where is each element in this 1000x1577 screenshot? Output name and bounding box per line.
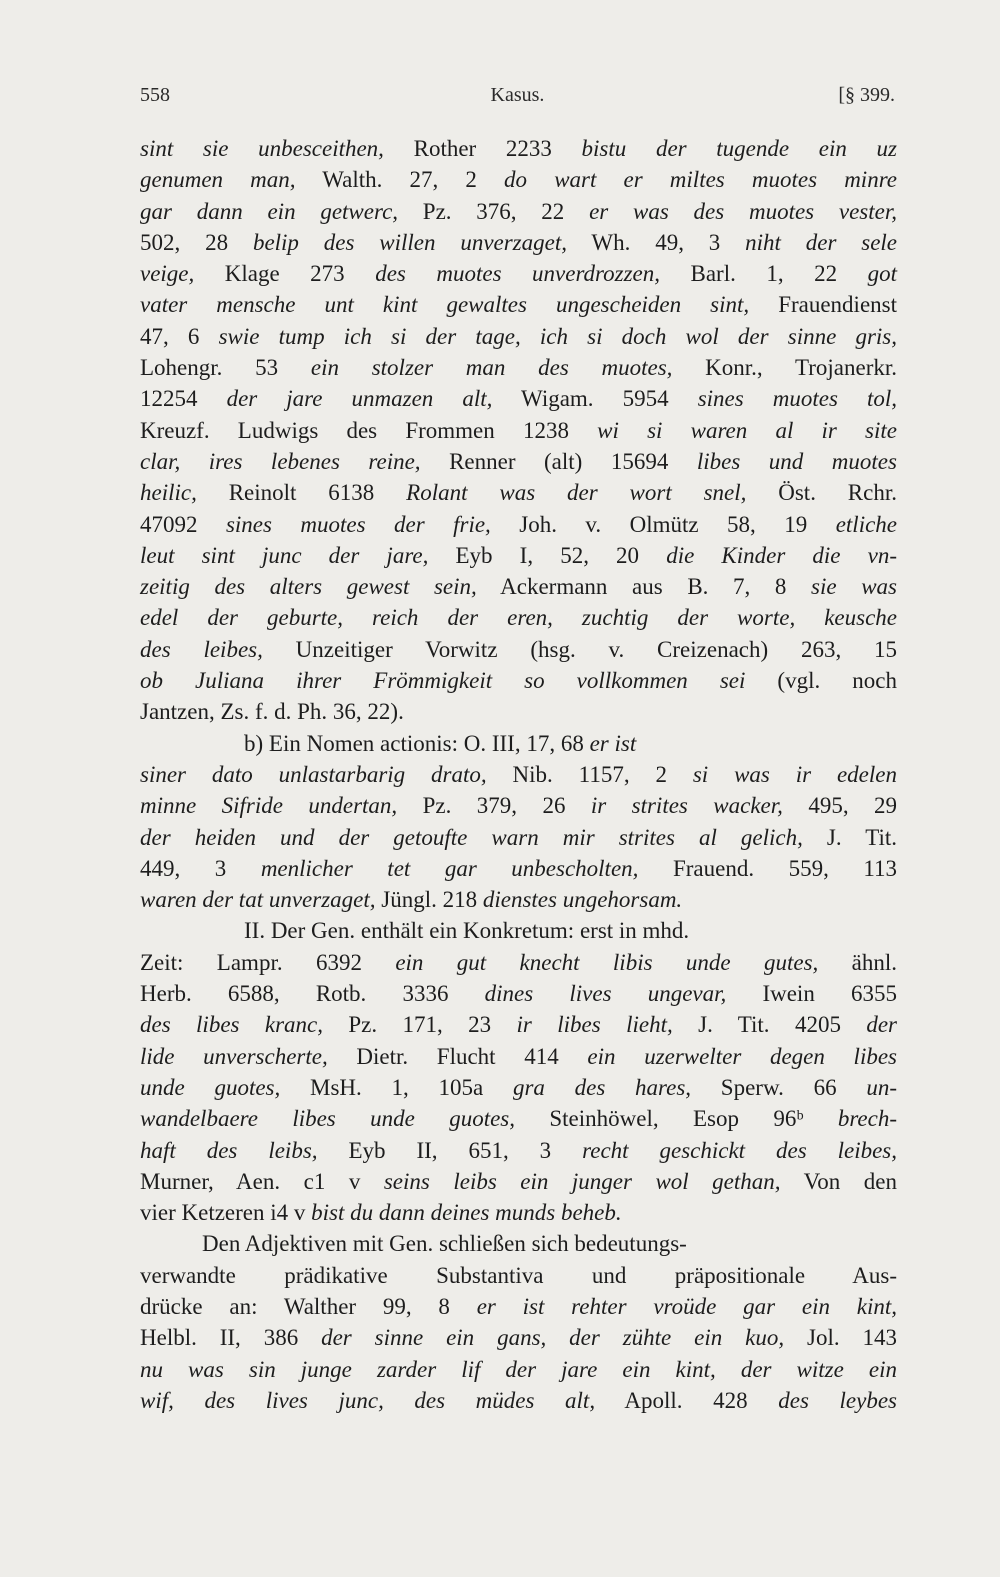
roman-text: J. Tit. 4205 xyxy=(672,1012,867,1038)
roman-text: b) Ein Nomen actionis: O. III, 17, 68 xyxy=(244,730,590,756)
roman-text: Pz. 171, 23 xyxy=(323,1012,517,1038)
text-line xyxy=(140,196,897,227)
roman-text: Steinhöwel, Esop 96ᵇ xyxy=(515,1106,838,1132)
roman-text: 47092 xyxy=(140,511,226,537)
roman-text: Sperw. 66 xyxy=(691,1074,867,1100)
text-line xyxy=(140,822,897,853)
text-line xyxy=(140,164,897,195)
roman-text: Jüngl. 218 xyxy=(375,887,483,913)
italic-citation-text: des muotes unverdrozzen, xyxy=(375,261,660,287)
roman-text: Nib. 1157, 2 xyxy=(486,761,693,787)
text-line xyxy=(140,947,897,978)
text-line xyxy=(140,321,897,352)
text-line xyxy=(140,258,897,289)
roman-text: Lohengr. 53 xyxy=(140,355,311,381)
text-line xyxy=(140,446,897,477)
text-line xyxy=(140,884,897,915)
text-line xyxy=(140,1385,897,1416)
italic-citation-text: clar, ires lebenes reine, xyxy=(140,448,421,474)
italic-citation-text: ein uzerwelter degen libes xyxy=(587,1043,897,1069)
roman-text: Zeit: Lampr. 6392 xyxy=(140,949,396,975)
italic-citation-text: niht der sele xyxy=(745,229,897,255)
roman-text: Frauendienst xyxy=(749,292,897,318)
italic-citation-text: gar dann ein getwerc, xyxy=(140,198,399,224)
italic-citation-text: dines lives ungevar, xyxy=(484,981,727,1007)
roman-text: Den Adjektiven mit Gen. schließen sich bedeutungs- xyxy=(202,1231,687,1257)
roman-text: Dietr. Flucht 414 xyxy=(327,1043,588,1069)
italic-citation-text: gra des hares, xyxy=(512,1074,692,1100)
text-line xyxy=(140,1322,897,1353)
roman-text: Ackermann aus B. 7, 8 xyxy=(476,574,812,600)
italic-citation-text: der xyxy=(866,1012,898,1038)
roman-text: Wh. 49, 3 xyxy=(566,229,746,255)
text-line xyxy=(140,1072,897,1103)
text-line xyxy=(140,289,897,320)
italic-citation-text: wandelbaere libes unde guotes, xyxy=(140,1106,515,1132)
italic-citation-text: ein gut knecht libis unde gutes, xyxy=(395,949,819,975)
italic-citation-text: edel der geburte, reich der eren, zuchtig der worte, keusche xyxy=(140,605,897,631)
italic-citation-text: unde guotes, xyxy=(140,1074,281,1100)
text-line xyxy=(140,1260,897,1291)
running-header xyxy=(140,84,895,116)
section-number: [§ 399. xyxy=(838,84,895,106)
text-line xyxy=(140,665,897,696)
text-line xyxy=(140,352,897,383)
roman-text: Klage 273 xyxy=(194,261,376,287)
italic-citation-text: siner dato unlastarbarig drato, xyxy=(140,761,487,787)
roman-text: Herb. 6588, Rotb. 3336 xyxy=(140,981,485,1007)
text-line xyxy=(140,1197,897,1228)
italic-citation-text: si was ir edelen xyxy=(692,761,897,787)
italic-citation-text: vater mensche unt kint gewaltes ungescheiden sint, xyxy=(140,292,750,318)
italic-citation-text: recht geschickt des leibes, xyxy=(582,1137,898,1163)
roman-text: Unzeitiger Vorwitz (hsg. v. Creizenach) 263, 15 xyxy=(262,636,898,662)
text-line xyxy=(140,696,897,727)
text-line xyxy=(140,227,897,258)
italic-citation-text: ein stolzer man des muotes, xyxy=(310,355,673,381)
italic-citation-text: er was des muotes vester, xyxy=(589,198,897,224)
italic-citation-text: do wart er miltes muotes minre xyxy=(504,167,897,193)
italic-citation-text: wif, des lives junc, des müdes alt, xyxy=(140,1387,596,1413)
italic-citation-text: etliche xyxy=(835,511,897,537)
italic-citation-text: veige, xyxy=(140,261,195,287)
italic-citation-text: bist du dann deines munds beheb. xyxy=(311,1200,622,1226)
roman-text: Eyb I, 52, 20 xyxy=(428,542,667,568)
page-number: 558 xyxy=(140,84,170,106)
roman-text: ähnl. xyxy=(818,949,897,975)
italic-citation-text: ir strites wacker, xyxy=(590,793,783,819)
italic-citation-text: got xyxy=(867,261,897,287)
roman-text: vier Ketzeren i4 v xyxy=(140,1200,312,1226)
italic-citation-text: brech- xyxy=(837,1106,898,1132)
italic-citation-text: waren der tat unverzaget, xyxy=(140,887,376,913)
italic-citation-text: belip des willen unverzaget, xyxy=(252,229,567,255)
italic-citation-text: die Kinder die vn- xyxy=(666,542,897,568)
italic-citation-text: der heiden und der getoufte warn mir strites al gelich, xyxy=(140,824,803,850)
italic-citation-text: der jare unmazen alt, xyxy=(226,386,493,412)
text-line xyxy=(140,1291,897,1322)
italic-citation-text: er ist rehter vroüde gar ein kint, xyxy=(476,1293,897,1319)
text-line xyxy=(140,759,897,790)
italic-citation-text: seins leibs ein junger wol gethan, xyxy=(383,1168,781,1194)
roman-text: J. Tit. xyxy=(802,824,897,850)
roman-text: Apoll. 428 xyxy=(595,1387,779,1413)
roman-text: 12254 xyxy=(140,386,227,412)
italic-citation-text: ob Juliana ihrer Frömmigkeit so vollkommen sei xyxy=(140,668,746,694)
text-line xyxy=(140,1354,897,1385)
italic-citation-text: minne Sifride undertan, xyxy=(140,793,398,819)
italic-citation-text: der sinne ein gans, der zühte ein kuo, xyxy=(321,1325,785,1351)
roman-text: Barl. 1, 22 xyxy=(660,261,868,287)
roman-text: Reinolt 6138 xyxy=(196,480,407,506)
roman-text: Joh. v. Olmütz 58, 19 xyxy=(490,511,836,537)
italic-citation-text: bistu der tugende ein uz xyxy=(581,136,897,161)
roman-text: Eyb II, 651, 3 xyxy=(317,1137,583,1163)
italic-citation-text: genumen man, xyxy=(140,167,296,193)
text-line xyxy=(140,790,897,821)
italic-citation-text: des leybes xyxy=(778,1387,897,1413)
italic-citation-text: des leibes, xyxy=(140,636,263,662)
text-line xyxy=(140,383,897,414)
roman-text: Pz. 376, 22 xyxy=(398,198,590,224)
text-line xyxy=(140,509,897,540)
text-line xyxy=(140,477,897,508)
text-line xyxy=(140,634,897,665)
text-line xyxy=(140,915,897,946)
italic-citation-text: menlicher tet gar unbescholten, xyxy=(260,855,639,881)
text-line xyxy=(140,728,897,759)
roman-text: Jantzen, Zs. f. d. Ph. 36, 22). xyxy=(140,699,404,725)
roman-text: Rother 2233 xyxy=(383,136,582,161)
italic-citation-text: haft des leibs, xyxy=(140,1137,318,1163)
italic-citation-text: heilic, xyxy=(140,480,197,506)
text-line xyxy=(140,1041,897,1072)
italic-citation-text: sines muotes tol, xyxy=(697,386,897,412)
roman-text: Walth. 27, 2 xyxy=(295,167,505,193)
roman-text: verwandte prädikative Substantiva und präpositionale Aus- xyxy=(140,1262,897,1288)
text-line xyxy=(140,853,897,884)
roman-text: II. Der Gen. enthält ein Konkretum: erst in mhd. xyxy=(244,918,690,944)
italic-citation-text: swie tump ich si der tage, ich si doch wol der sinne gris, xyxy=(218,323,897,349)
running-title: Kasus. xyxy=(490,84,545,106)
roman-text: Jol. 143 xyxy=(784,1325,897,1351)
text-line xyxy=(140,1135,897,1166)
roman-text: 449, 3 xyxy=(140,855,261,881)
text-line xyxy=(140,978,897,1009)
italic-citation-text: ir libes lieht, xyxy=(516,1012,673,1038)
italic-citation-text: Rolant was der wort snel, xyxy=(406,480,747,506)
italic-citation-text: nu was sin junge zarder lif der jare ein kint, der witze ein xyxy=(140,1356,897,1382)
body-text xyxy=(140,133,897,1416)
text-line xyxy=(140,415,897,446)
roman-text: drücke an: Walther 99, 8 xyxy=(140,1293,477,1319)
roman-text: MsH. 1, 105a xyxy=(280,1074,513,1100)
roman-text: Öst. Rchr. xyxy=(746,480,897,506)
italic-citation-text: wi si waren al ir site xyxy=(597,417,897,443)
roman-text: 47, 6 xyxy=(140,323,219,349)
text-line xyxy=(140,602,897,633)
roman-text: Von den xyxy=(780,1168,897,1194)
roman-text: Pz. 379, 26 xyxy=(397,793,591,819)
text-line xyxy=(140,1103,897,1134)
italic-citation-text: sines muotes der frie, xyxy=(225,511,491,537)
text-line xyxy=(140,571,897,602)
text-line xyxy=(140,1009,897,1040)
italic-citation-text: er ist xyxy=(589,730,637,756)
roman-text: 495, 29 xyxy=(782,793,897,819)
roman-text: Kreuzf. Ludwigs des Frommen 1238 xyxy=(140,417,598,443)
italic-citation-text: leut sint junc der jare, xyxy=(140,542,429,568)
roman-text: Helbl. II, 386 xyxy=(140,1325,322,1351)
roman-text: Konr., Trojanerkr. xyxy=(672,355,897,381)
roman-text: Renner (alt) 15694 xyxy=(420,448,697,474)
roman-text: (vgl. noch xyxy=(745,668,897,694)
italic-citation-text: dienstes ungehorsam. xyxy=(482,887,683,913)
italic-citation-text: zeitig des alters gewest sein, xyxy=(140,574,477,600)
italic-citation-text: lide unverscherte, xyxy=(140,1043,328,1069)
text-line xyxy=(140,133,897,164)
roman-text: Wigam. 5954 xyxy=(492,386,698,412)
text-line xyxy=(140,540,897,571)
roman-text: Iwein 6355 xyxy=(726,981,897,1007)
italic-citation-text: sint sie unbesceithen, xyxy=(140,136,384,161)
italic-citation-text: libes und muotes xyxy=(696,448,897,474)
text-line xyxy=(140,1166,897,1197)
text-line xyxy=(140,1228,897,1259)
italic-citation-text: un- xyxy=(866,1074,897,1100)
roman-text: 502, 28 xyxy=(140,229,253,255)
italic-citation-text: sie was xyxy=(811,574,898,600)
roman-text: Frauend. 559, 113 xyxy=(638,855,898,881)
roman-text: Murner, Aen. c1 v xyxy=(140,1168,384,1194)
italic-citation-text: des libes kranc, xyxy=(140,1012,323,1038)
